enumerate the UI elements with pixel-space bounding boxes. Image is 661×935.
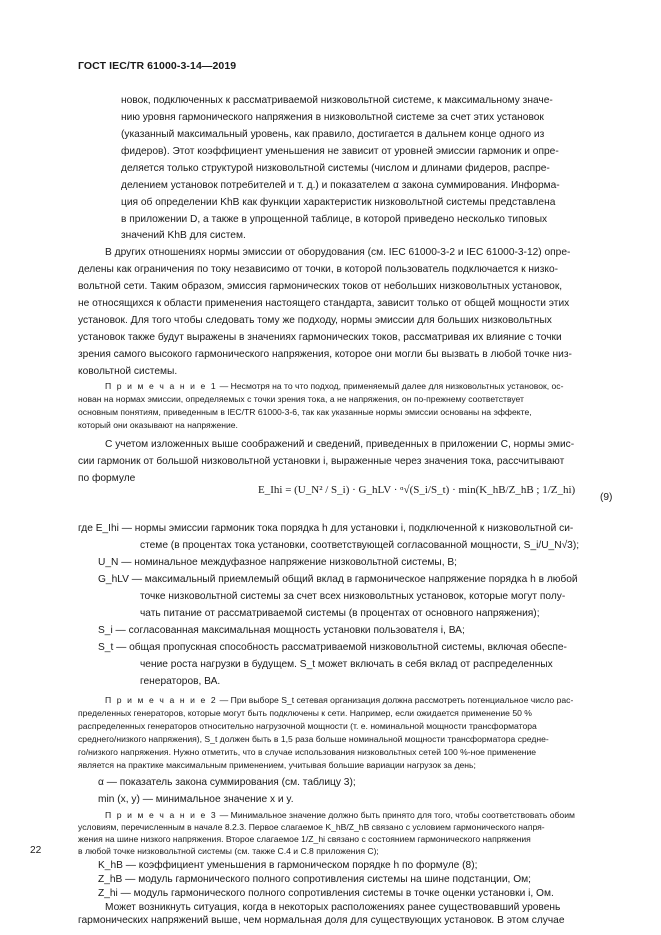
text-line: Может возникнуть ситуация, когда в некоторых расположениях ранее существовавший уровень (105, 902, 561, 913)
definition-line: Z_hi — модуль гармонического полного сопротивления системы в точке оценки установки i, Ом. (98, 888, 554, 899)
note-line: го/низкого напряжения. Нужно отметить, что в случае использования низковольтных сетей 100 %-ное применение (78, 747, 537, 757)
text-line: нию уровня гармонического напряжения в низковольтной системе за счет этих установок (121, 112, 544, 123)
text-line: делены как ограничения по току независимо от точки, в которой пользователь подключается к низко- (78, 264, 559, 275)
text-line: по формуле (78, 473, 136, 484)
text-line: вольтной сети. Таким образом, эмиссия гармонических токов от небольших низковольтных установок, (78, 281, 563, 292)
text-line: В других отношениях нормы эмиссии от оборудования (см. IEC 61000-3-2 и IEC 61000-3-12) опре- (105, 247, 571, 258)
text-line: сии гармоник от большой низковольтной установки i, выраженные через значения тока, рассчитывают (78, 456, 565, 467)
definition-line: α — показатель закона суммирования (см. таблицу 3); (98, 777, 356, 788)
page-number: 22 (30, 845, 42, 856)
note-2 (105, 695, 573, 706)
text-line: гармонических напряжений выше, чем нормальная доля для существующих установок. В этом случае (78, 915, 565, 926)
definition-line: точке низковольтной системы за счет всех низковольтных установок, которые могут полу- (140, 591, 566, 602)
note-line: нован на нормах эмиссии, определяемых с точки зрения тока, а не напряжения, он по-прежнему соответствует (78, 394, 524, 404)
text-line: деляется только структурой низковольтной системы (числом и длинами фидеров, распре- (121, 163, 550, 174)
text-line: (указанный максимальный уровень, как правило, достигается в дальнем конце одного из (121, 129, 545, 140)
text-line: не относящихся к области применения настоящего стандарта, зависит только от общей мощности этих (78, 298, 570, 309)
definition-line: где E_Ihi — нормы эмиссии гармоник тока порядка h для установки i, подключенной к низковольтной си- (78, 523, 574, 534)
text-line: установок. Для того чтобы следовать тому же подходу, нормы эмиссии для больших низковольтных (78, 315, 552, 326)
definition-line: S_t — общая пропускная способность рассматриваемой низковольтной системы, включая обеспе- (98, 642, 567, 653)
formula-number: (9) (600, 492, 613, 503)
definition-line: min (x, y) — минимальное значение x и y. (98, 794, 294, 805)
note-text: — Несмотря на то что подход, применяемый далее для низковольтных установок, ос- (217, 381, 564, 391)
text-line: ковольтной системы. (78, 366, 178, 377)
definition-line: генераторов, ВА. (140, 676, 221, 687)
definition-line: чать питание от рассматриваемой системы (в процентах от основного напряжения); (140, 608, 540, 619)
text-line: делением установок потребителей и т. д.) и показателем α закона суммирования. Информа- (121, 180, 560, 191)
note-line: основным понятиям, приведенным в IEC/TR 61000-3-6, так как указанные нормы эмиссии основаны на эффекте, (78, 407, 532, 417)
note-label: П р и м е ч а н и е 1 (105, 381, 218, 391)
note-line: пределенных генераторов, которые могут быть подключены к сети. Например, если ожидается применение 50 % (78, 708, 532, 718)
definition-line: стеме (в процентах тока установки, соответствующей согласованной мощности, S_i/U_N√3); (140, 540, 580, 551)
note-3 (105, 810, 575, 821)
note-label: П р и м е ч а н и е 2 (105, 695, 218, 705)
page-header: ГОСТ IEC/TR 61000-3-14—2019 (78, 60, 237, 72)
definition-line: S_i — согласованная максимальная мощность установки пользователя i, ВА; (98, 625, 465, 636)
note-1 (105, 381, 563, 392)
text-line: значений KhB для систем. (121, 230, 246, 241)
definition-line: U_N — номинальное междуфазное напряжение низковольтной системы, В; (98, 557, 458, 568)
text-line: ция об определении KhB как функции характеристик низковольтной системы представлена (121, 197, 556, 208)
note-line: условиям, перечисленным в начале 8.2.3. Первое слагаемое K_hB/Z_hB связано с условием гармонического напря- (78, 822, 545, 832)
text-line: новок, подключенных к рассматриваемой низковольтной системе, к максимальному значе- (121, 95, 553, 106)
text-line: в приложении D, а также в упрощенной таблице, в которой приведено несколько типовых (121, 214, 548, 225)
definition-line: K_hB — коэффициент уменьшения в гармоническом порядке h по формуле (8); (98, 860, 478, 871)
formula-9: E_Ihi = (U_N² / S_i) · G_hLV · ᵅ√(S_i/S_t) · min(K_hB/Z_hB ; 1/Z_hi) (258, 484, 576, 496)
text-line: фидеров). Этот коэффициент уменьшения не зависит от уровней эмиссии гармоник и опре- (121, 146, 559, 157)
note-line: распределенных генераторов относительно нагрузочной мощности (т. е. номинальной мощности трансформатора (78, 721, 537, 731)
note-line: среднего/низкого напряжения), S_t должен быть в 1,5 раза больше номинальной мощности трансформатора средне- (78, 734, 549, 744)
note-text: — Минимальное значение должно быть принято для того, чтобы соответствовать обоим (217, 810, 575, 820)
note-label: П р и м е ч а н и е 3 (105, 810, 218, 820)
note-line: является на практике максимальным применением, учитывая большие вариации нагрузок за день; (78, 760, 476, 770)
definition-line: Z_hB — модуль гармонического полного сопротивления системы на шине подстанции, Ом; (98, 874, 531, 885)
note-line: в любой точке низковольтной системы (см. также C.4 и C.8 приложения C); (78, 846, 379, 856)
note-text: — При выборе S_t сетевая организация должна рассмотреть потенциальное число рас- (217, 695, 574, 705)
note-line: который они оказывают на напряжение. (78, 420, 238, 430)
definition-line: чение роста нагрузки в будущем. S_t может включать в себя вклад от распределенных (140, 659, 553, 670)
text-line: зрения самого высокого гармонического напряжения, которое они могли бы вызвать в любой точке низ- (78, 349, 572, 360)
note-line: жения на шине низкого напряжения. Второе слагаемое 1/Z_hi связано с состоянием гармонического напряжения (78, 834, 531, 844)
definition-line: G_hLV — максимальный приемлемый общий вклад в гармоническое напряжение порядка h в любой (98, 574, 578, 585)
text-line: С учетом изложенных выше соображений и сведений, приведенных в приложении C, нормы эмис- (105, 439, 575, 450)
text-line: установок также будут выражены в значениях гармонических токов, рассматривая их влияние с точки (78, 332, 562, 343)
